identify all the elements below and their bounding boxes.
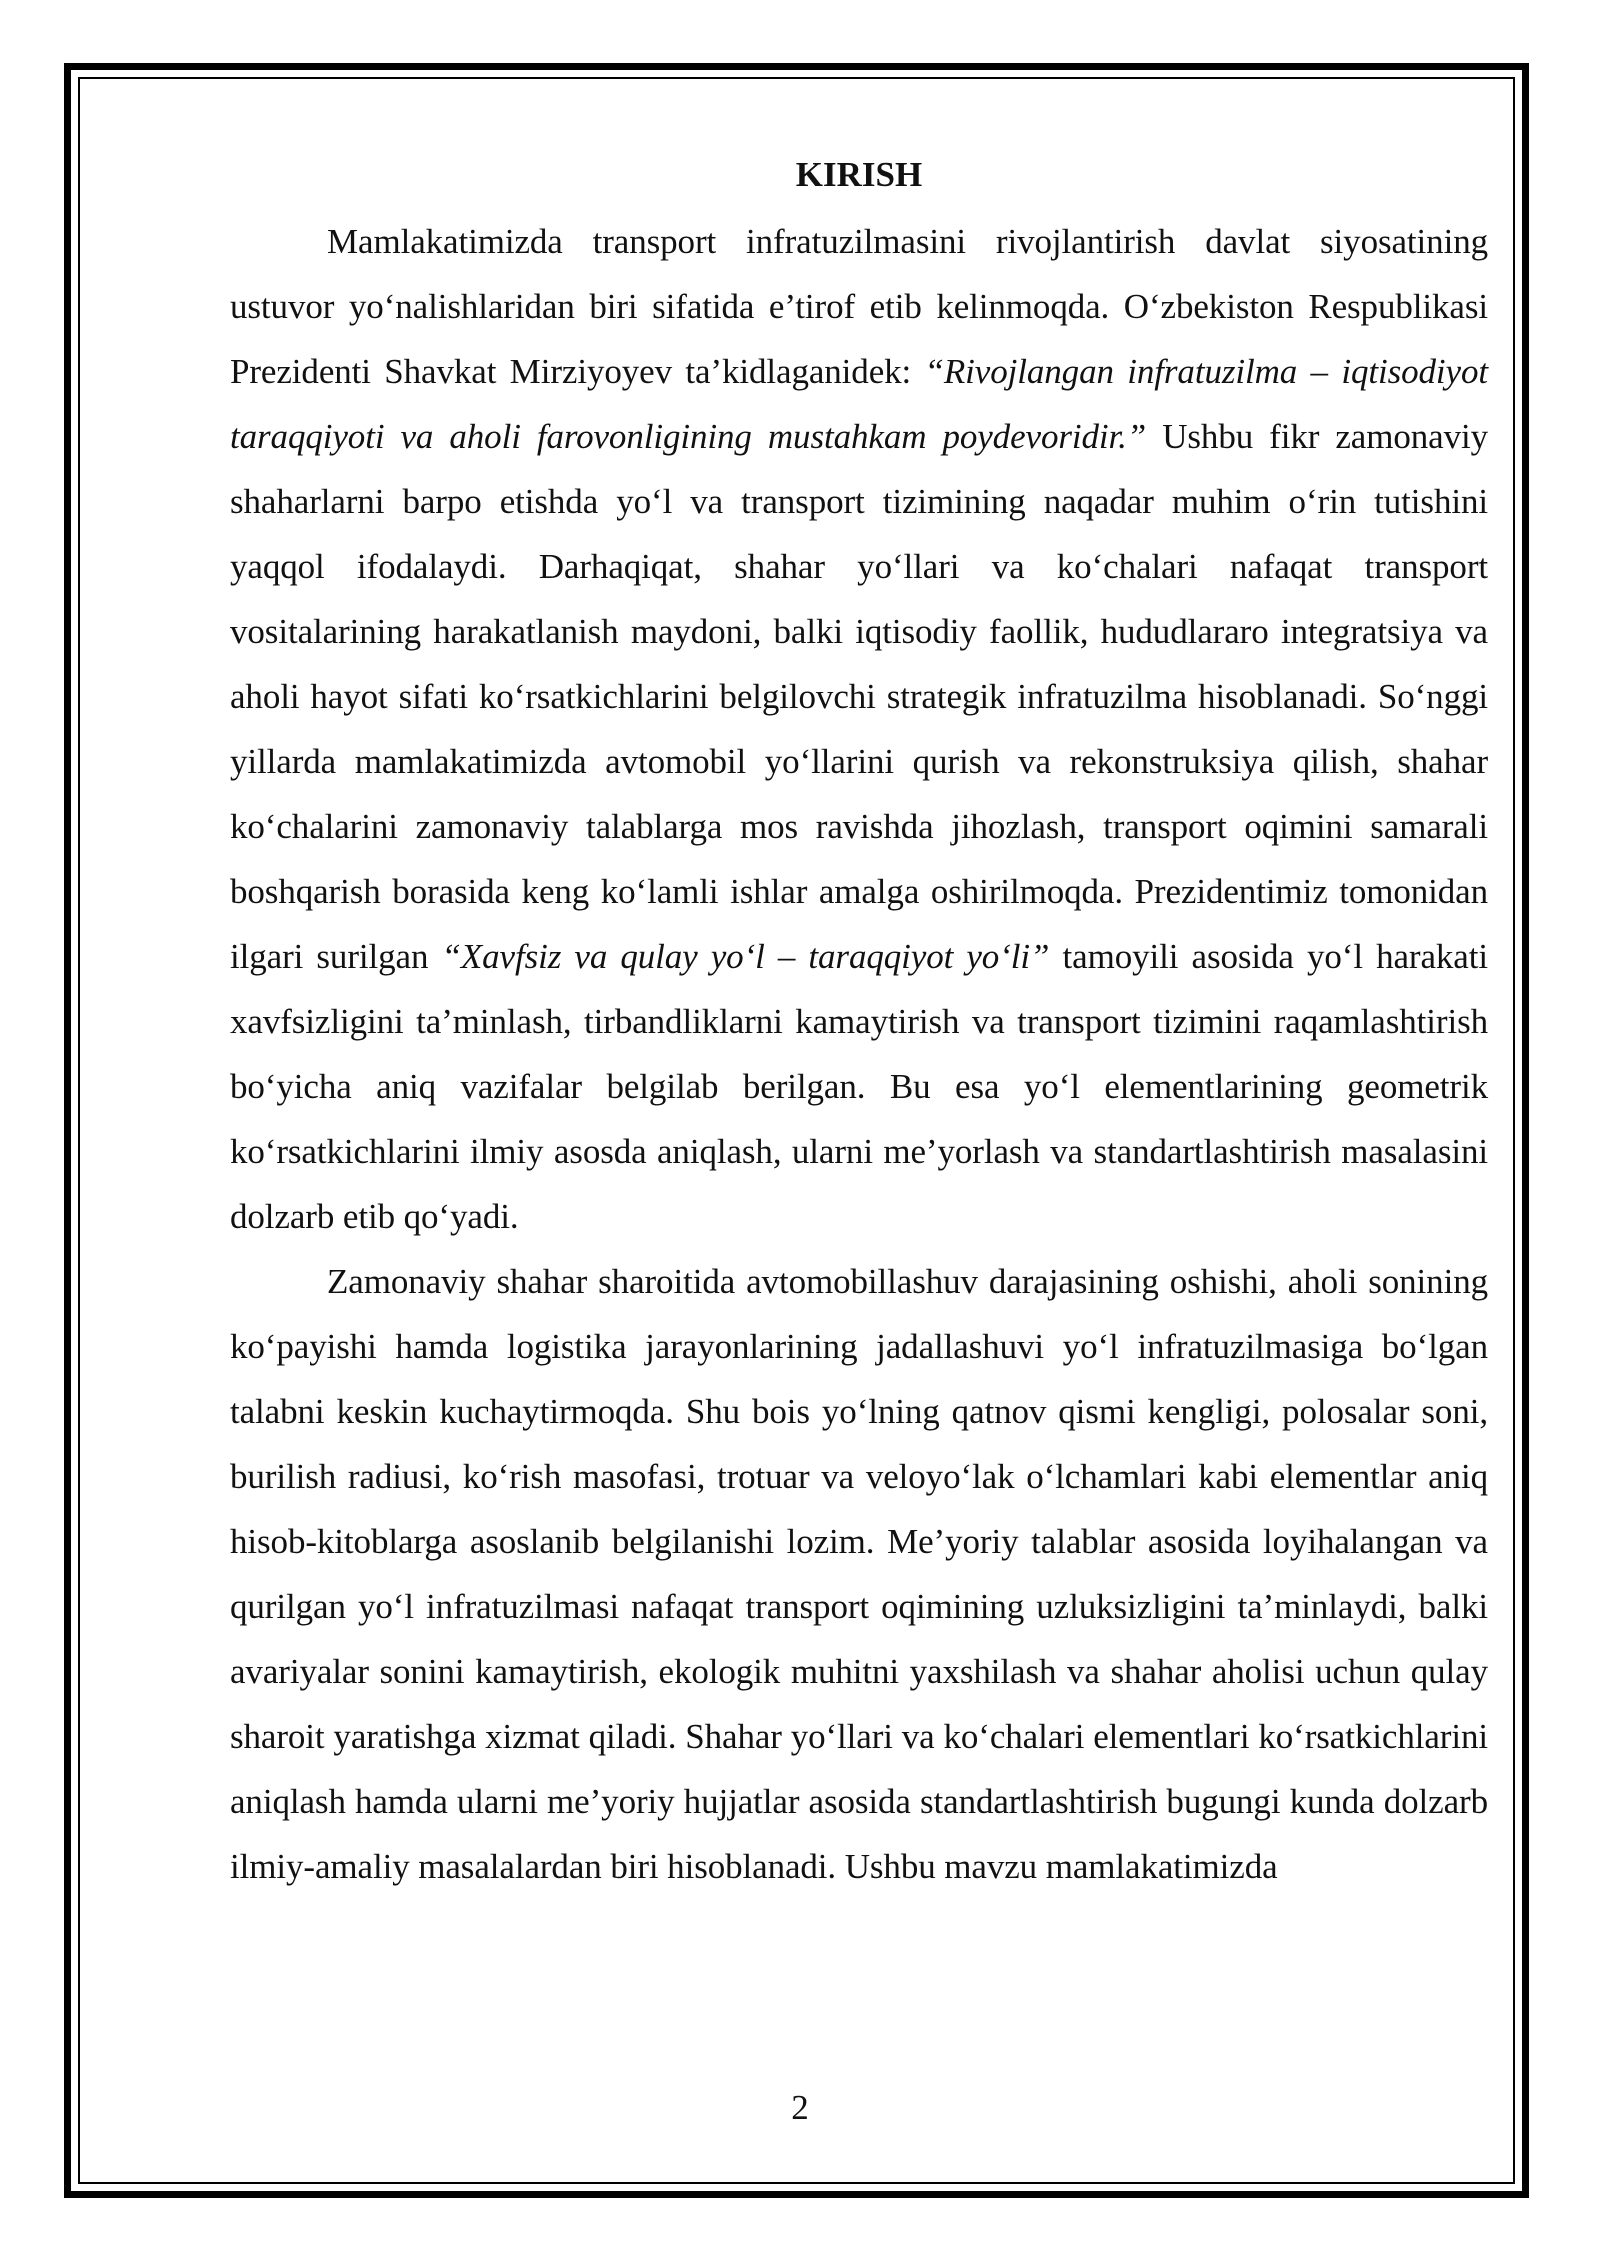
page-number: 2: [791, 2088, 809, 2127]
paragraph-1-motto: “Xavfsiz va qulay yo‘l – taraqqiyot yo‘li”: [441, 937, 1050, 976]
paragraph-1-text-c: tamoyili asosida yo‘l harakati xavfsizligini ta’minlash, tirbandliklarni kamaytirish va transport tizimini raqamlashtirish bo‘yicha aniq vazifalar belgilab berilgan. Bu esa yo‘l elementlarining geometrik ko‘rsatkichlarini ilmiy asosda aniqlash, ularni me’yorlash va standartlashtirish masalasini dolzarb etib qo‘yadi.: [230, 937, 1488, 1236]
section-heading: KIRISH: [795, 155, 923, 194]
paragraph-1: [230, 209, 1488, 1249]
paragraph-1-text-b: Ushbu fikr zamonaviy shaharlarni barpo etishda yo‘l va transport tizimining naqadar muhim o‘rin tutishini yaqqol ifodalaydi. Darhaqiqat, shahar yo‘llari va ko‘chalari nafaqat transport vositalarining harakatlanish maydoni, balki iqtisodiy faollik, hududlararo integratsiya va aholi hayot sifati ko‘rsatkichlarini belgilovchi strategik infratuzilma hisoblanadi. So‘nggi yillarda mamlakatimizda avtomobil yo‘llarini qurish va rekonstruksiya qilish, shahar ko‘chalarini zamonaviy talablarga mos ravishda jihozlash, transport oqimini samarali boshqarish borasida keng ko‘lamli ishlar amalga oshirilmoqda. Prezidentimiz tomonidan ilgari surilgan: [230, 417, 1488, 976]
paragraph-2: Zamonaviy shahar sharoitida avtomobillashuv darajasining oshishi, aholi sonining ko‘payishi hamda logistika jarayonlarining jadallashuvi yo‘l infratuzilmasiga bo‘lgan talabni keskin kuchaytirmoqda. Shu bois yo‘lning qatnov qismi kengligi, polosalar soni, burilish radiusi, ko‘rish masofasi, trotuar va veloyo‘lak o‘lchamlari kabi elementlar aniq hisob-kitoblarga asoslanib belgilanishi lozim. Me’yoriy talablar asosida loyihalangan va qurilgan yo‘l infratuzilmasi nafaqat transport oqimining uzluksizligini ta’minlaydi, balki avariyalar sonini kamaytirish, ekologik muhitni yaxshilash va shahar aholisi uchun qulay sharoit yaratishga xizmat qiladi. Shahar yo‘llari va ko‘chalari elementlari ko‘rsatkichlarini aniqlash hamda ularni me’yoriy hujjatlar asosida standartlashtirish bugungi kunda dolzarb ilmiy-amaliy masalalardan biri hisoblanadi. Ushbu mavzu mamlakatimizda: [230, 1262, 1488, 1886]
paragraph-1-quote: “Rivojlangan infratuzilma – iqtisodiyot taraqqiyoti va aholi farovonligining mustahkam poydevoridir.”: [230, 352, 1488, 456]
page-content: [230, 147, 1488, 1899]
paragraph-1-text-a: Mamlakatimizda transport infratuzilmasini rivojlantirish davlat siyosatining ustuvor yo‘nalishlaridan biri sifatida e’tirof etib kelinmoqda. O‘zbekiston Respublikasi Prezidenti Shavkat Mirziyoyev ta’kidlaganidek:: [230, 222, 1488, 391]
